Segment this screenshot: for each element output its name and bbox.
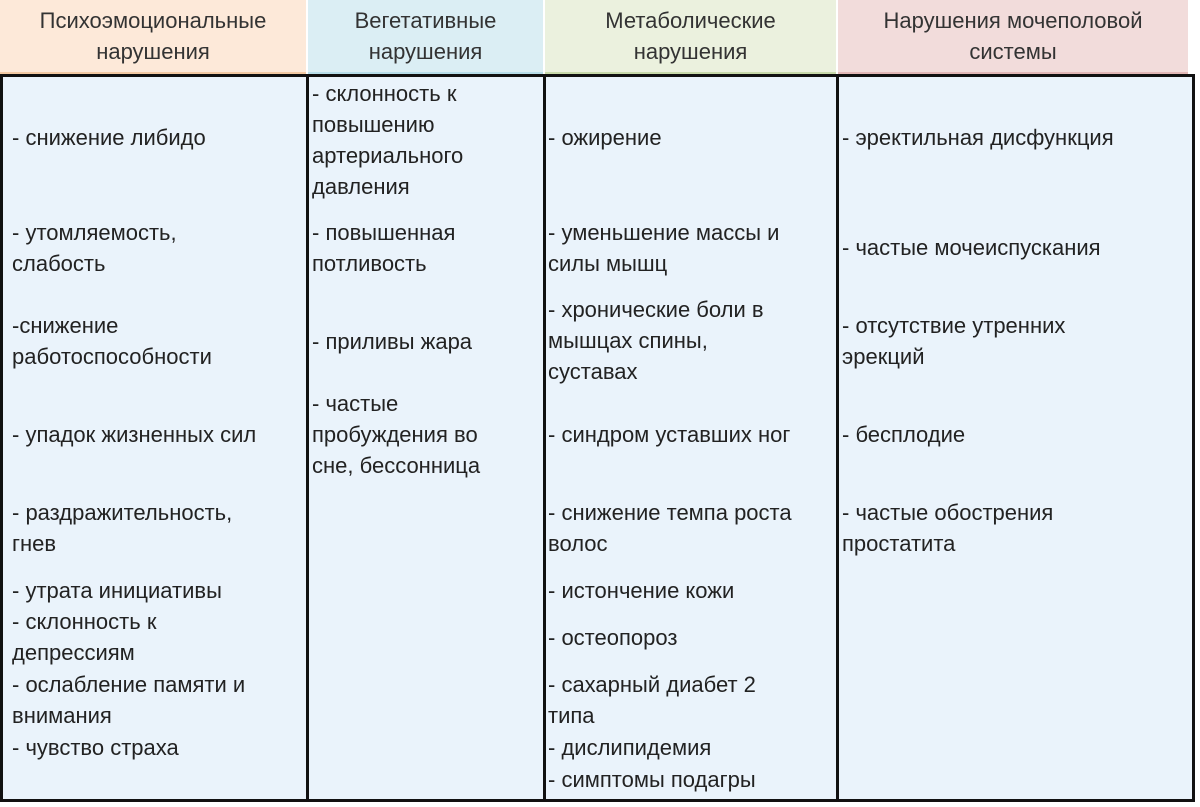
item-line: давления: [312, 174, 410, 199]
header-line: Вегетативные: [354, 8, 497, 33]
item-line: артериального: [312, 143, 464, 168]
item-line: - утомляемость,: [12, 220, 177, 245]
header-line: Нарушения мочеполовой: [883, 8, 1143, 33]
item-line: волос: [548, 531, 608, 556]
list-item: [548, 764, 756, 795]
item-line: - упадок жизненных сил: [12, 422, 257, 447]
item-line: - истончение кожи: [548, 578, 735, 603]
list-item: [548, 622, 677, 653]
item-line: работоспособности: [12, 344, 212, 369]
item-line: - остеопороз: [548, 625, 678, 650]
header-vegetative: [308, 0, 543, 74]
item-line: - синдром уставших ног: [548, 422, 791, 447]
item-line: - ожирение: [548, 125, 662, 150]
list-item: [548, 419, 790, 450]
list-item: [12, 575, 222, 606]
list-item: [548, 732, 711, 763]
column-divider: [543, 74, 546, 802]
list-item: [842, 419, 965, 450]
list-item: [548, 575, 734, 606]
item-line: - приливы жара: [312, 329, 473, 354]
item-line: суставах: [548, 359, 638, 384]
list-item: [312, 388, 480, 481]
header-metabolic: [545, 0, 836, 74]
list-item: [12, 732, 179, 763]
item-line: - утрата инициативы: [12, 578, 222, 603]
list-item: [312, 326, 472, 357]
item-line: простатита: [842, 531, 956, 556]
column-divider: [306, 74, 309, 802]
item-line: внимания: [12, 703, 112, 728]
list-item: [842, 310, 1065, 372]
item-line: - частые обострения: [842, 500, 1054, 525]
item-line: повышению: [312, 112, 435, 137]
item-line: силы мышц: [548, 251, 668, 276]
list-item: [12, 310, 212, 372]
list-item: [312, 78, 463, 202]
header-line: Метаболические: [605, 8, 776, 33]
item-line: гнев: [12, 531, 57, 556]
column-divider: [836, 74, 839, 802]
item-line: сне, бессонница: [312, 453, 481, 478]
list-item: [842, 497, 1053, 559]
item-line: - частые мочеиспускания: [842, 235, 1101, 260]
list-item: [12, 419, 256, 450]
item-line: - склонность к: [12, 609, 157, 634]
header-psychoemotional: [0, 0, 306, 74]
item-line: - хронические боли в: [548, 297, 764, 322]
item-line: - ослабление памяти и: [12, 672, 246, 697]
item-line: - уменьшение массы и: [548, 220, 780, 245]
list-item: [12, 497, 232, 559]
item-line: - симптомы подагры: [548, 767, 756, 792]
item-line: - раздражительность,: [12, 500, 233, 525]
item-line: - эректильная дисфункция: [842, 125, 1114, 150]
item-line: - снижение темпа роста: [548, 500, 792, 525]
item-line: - бесплодие: [842, 422, 966, 447]
item-line: - сахарный диабет 2: [548, 672, 756, 697]
list-item: [842, 122, 1114, 153]
item-line: - повышенная: [312, 220, 456, 245]
item-line: потливость: [312, 251, 427, 276]
list-item: [12, 217, 177, 279]
list-item: [548, 669, 756, 731]
item-line: -снижение: [12, 313, 119, 338]
table-header-row: [0, 0, 1200, 74]
item-line: слабость: [12, 251, 106, 276]
item-line: - частые: [312, 391, 399, 416]
list-item: [842, 232, 1101, 263]
item-line: депрессиям: [12, 640, 135, 665]
item-line: - снижение либидо: [12, 125, 206, 150]
header-line: Психоэмоциональные: [39, 8, 267, 33]
header-line: системы: [969, 39, 1057, 64]
item-line: - дислипидемия: [548, 735, 712, 760]
header-urogenital: [838, 0, 1188, 74]
item-line: эрекций: [842, 344, 925, 369]
item-line: - отсутствие утренних: [842, 313, 1066, 338]
item-line: пробуждения во: [312, 422, 478, 447]
list-item: [12, 669, 245, 731]
list-item: [548, 122, 662, 153]
list-item: [12, 606, 156, 668]
item-line: - склонность к: [312, 81, 457, 106]
item-line: типа: [548, 703, 595, 728]
header-line: нарушения: [96, 39, 210, 64]
list-item: [548, 294, 764, 387]
item-line: мышцах спины,: [548, 328, 708, 353]
list-item: [312, 217, 455, 279]
item-line: - чувство страха: [12, 735, 179, 760]
header-line: нарушения: [633, 39, 748, 64]
header-line: нарушения: [368, 39, 483, 64]
list-item: [548, 497, 792, 559]
list-item: [12, 122, 206, 153]
list-item: [548, 217, 779, 279]
